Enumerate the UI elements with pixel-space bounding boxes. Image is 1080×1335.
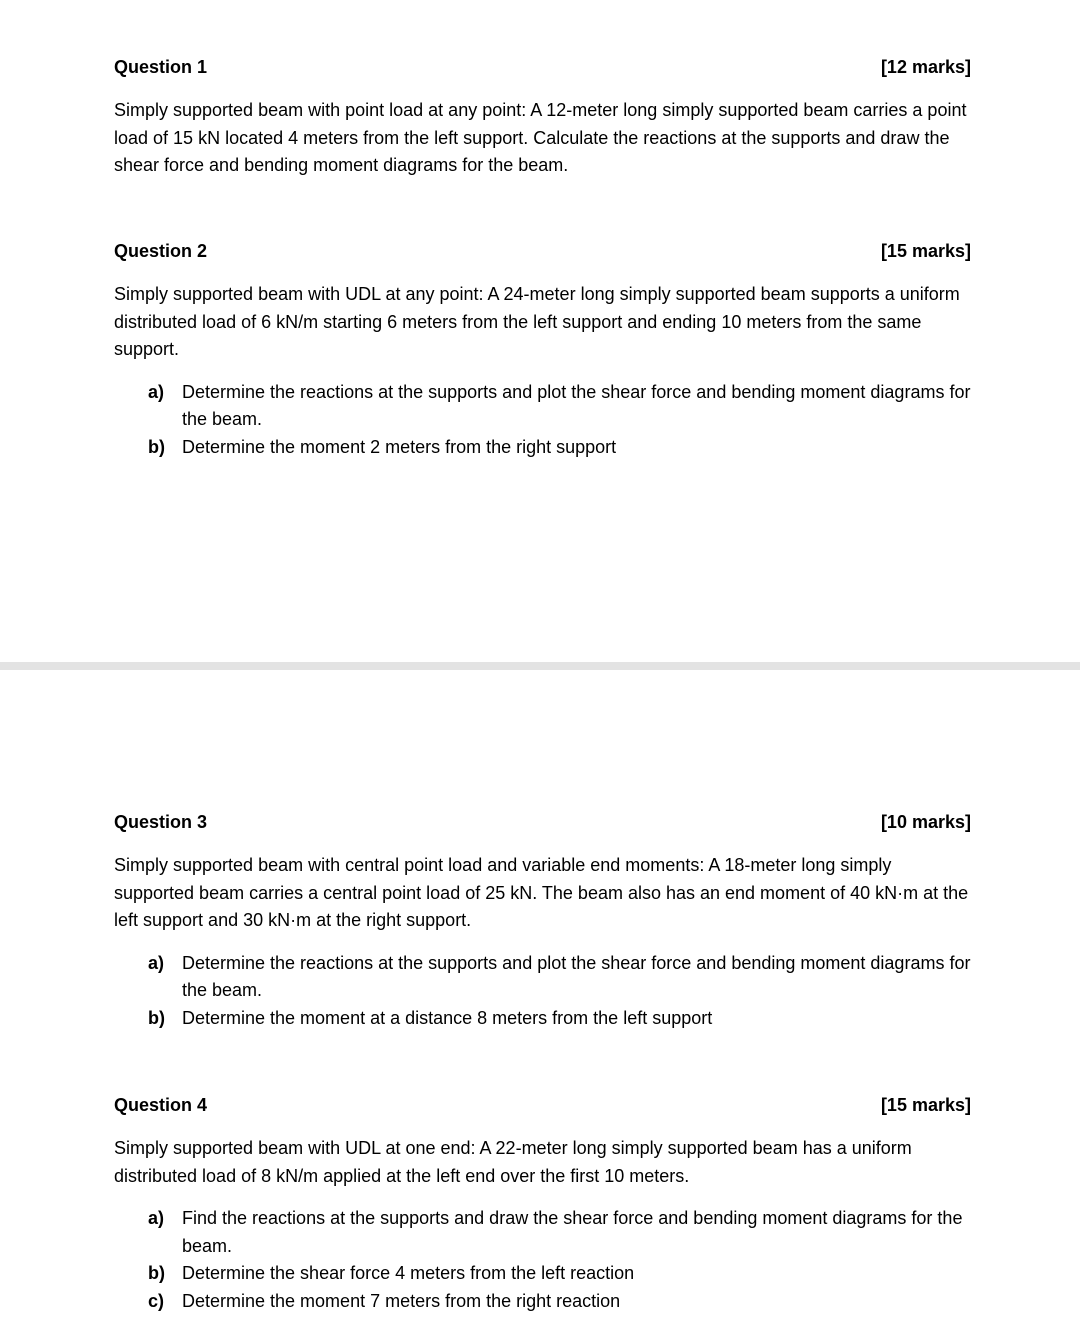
question-header bbox=[114, 56, 971, 78]
question-title: Question 3 bbox=[114, 812, 208, 832]
question-marks: [12 marks] bbox=[880, 57, 971, 77]
question-title: Question 2 bbox=[114, 241, 208, 261]
question-3 bbox=[114, 811, 971, 1032]
question-part-b bbox=[148, 434, 971, 462]
document-page-1 bbox=[0, 0, 1080, 662]
part-letter: a) bbox=[148, 1208, 165, 1228]
part-letter: b) bbox=[148, 436, 165, 457]
part-letter: a) bbox=[148, 952, 165, 973]
question-parts bbox=[114, 1205, 971, 1315]
question-marks: [15 marks] bbox=[880, 1095, 971, 1115]
question-1 bbox=[114, 56, 971, 180]
part-text: Determine the reactions at the supports and plot the shear force and bending moment diagrams for the beam. bbox=[182, 952, 971, 1000]
question-title: Question 1 bbox=[114, 57, 208, 77]
part-text: Determine the moment at a distance 8 meters from the left support bbox=[182, 1007, 713, 1028]
part-letter: b) bbox=[148, 1007, 165, 1028]
question-body: Simply supported beam with UDL at any point: A 24-meter long simply supported beam supports a uniform distributed load of 6 kN/m starting 6 meters from the left support and ending 10 meters from the same support. bbox=[114, 284, 960, 359]
document-page-2 bbox=[0, 670, 1080, 1335]
question-marks: [15 marks] bbox=[880, 241, 971, 261]
question-part-b bbox=[148, 1260, 971, 1288]
question-header bbox=[114, 1094, 971, 1116]
question-part-a bbox=[148, 950, 971, 1005]
question-body: Simply supported beam with central point load and variable end moments: A 18-meter long simply supported beam carries a central point load of 25 kN. The beam also has an end moment of 40 kN·m at the left support and 30 kN·m at the right support. bbox=[114, 855, 969, 930]
question-part-a bbox=[148, 379, 971, 434]
page-separator bbox=[0, 662, 1080, 670]
question-header bbox=[114, 240, 971, 262]
question-header bbox=[114, 811, 971, 833]
question-title: Question 4 bbox=[114, 1095, 208, 1115]
question-part-c bbox=[148, 1288, 971, 1316]
question-part-b bbox=[148, 1005, 971, 1033]
part-text: Determine the reactions at the supports and plot the shear force and bending moment diagrams for the beam. bbox=[182, 381, 971, 429]
question-body: Simply supported beam with UDL at one end: A 22-meter long simply supported beam has a uniform distributed load of 8 kN/m applied at the left end over the first 10 meters. bbox=[114, 1138, 912, 1186]
question-parts bbox=[114, 950, 971, 1033]
question-body: Simply supported beam with point load at any point: A 12-meter long simply supported beam carries a point load of 15 kN located 4 meters from the left support. Calculate the reactions at the supports and draw the shear force and bending moment diagrams for the beam. bbox=[114, 100, 967, 175]
question-4 bbox=[114, 1094, 971, 1315]
part-letter: c) bbox=[148, 1290, 165, 1311]
part-letter: a) bbox=[148, 381, 165, 402]
question-parts bbox=[114, 379, 971, 462]
question-2 bbox=[114, 240, 971, 461]
question-marks: [10 marks] bbox=[880, 812, 971, 832]
part-text: Determine the moment 7 meters from the right reaction bbox=[182, 1290, 621, 1311]
part-text: Determine the moment 2 meters from the right support bbox=[182, 436, 617, 457]
part-text: Determine the shear force 4 meters from the left reaction bbox=[182, 1263, 635, 1283]
part-letter: b) bbox=[148, 1263, 165, 1283]
part-text: Find the reactions at the supports and draw the shear force and bending moment diagrams for the beam. bbox=[182, 1208, 963, 1256]
question-part-a bbox=[148, 1205, 971, 1260]
